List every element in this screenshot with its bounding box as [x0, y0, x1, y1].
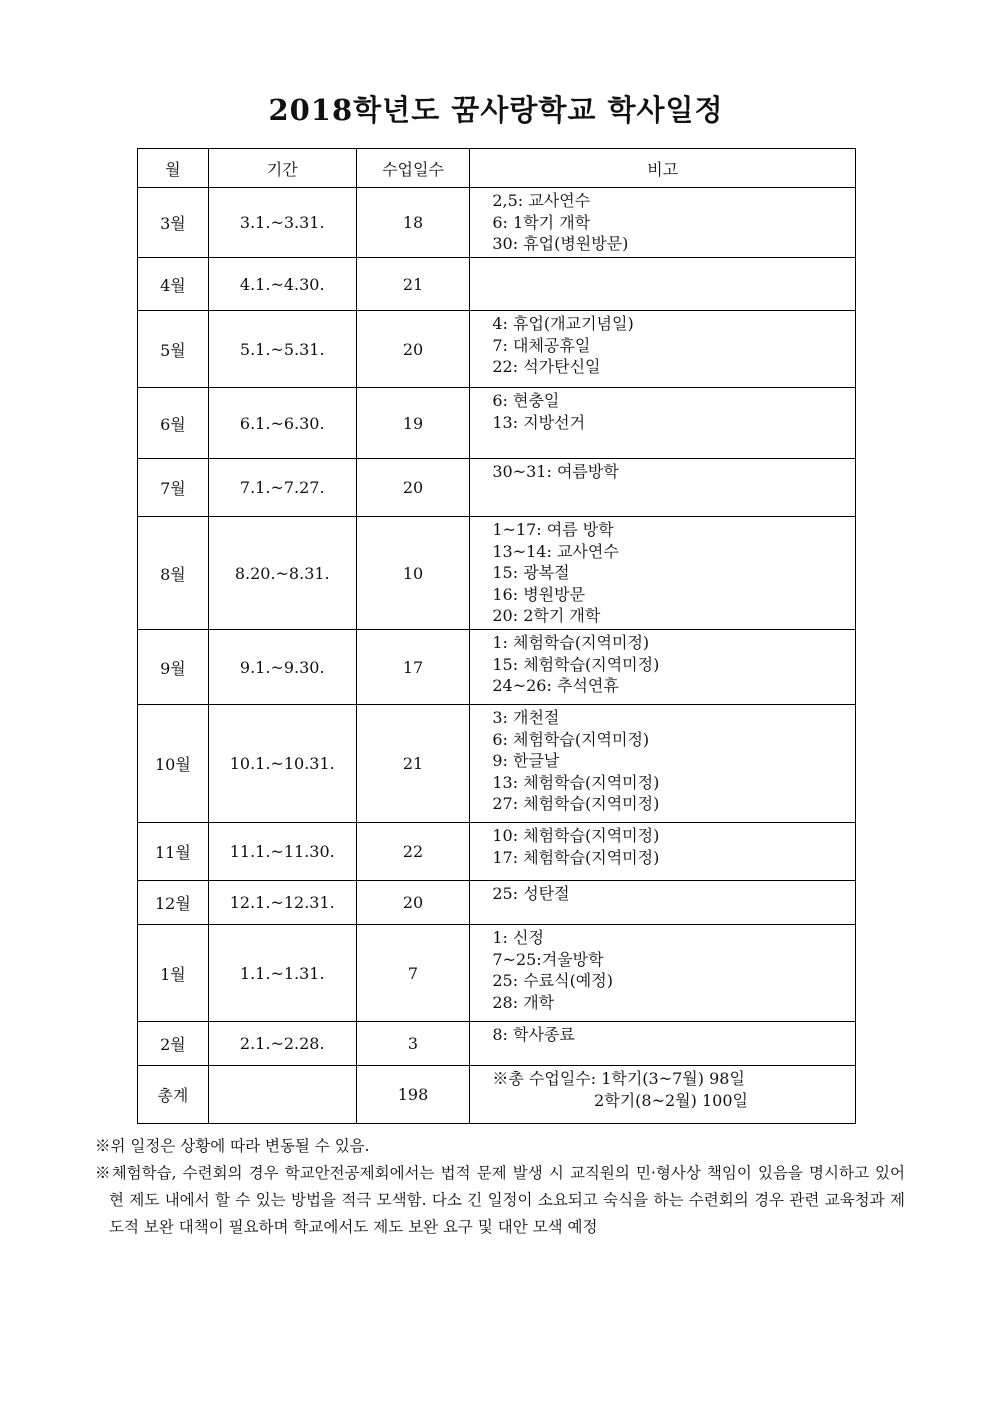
notes-cell	[470, 1022, 856, 1066]
note-line: 3: 개천절	[492, 708, 560, 727]
table-row	[138, 459, 856, 517]
header-days: 수업일수	[356, 149, 470, 188]
month-cell: 11월	[138, 823, 209, 881]
notes-cell	[470, 188, 856, 258]
month-cell: 9월	[138, 630, 209, 705]
notes-cell	[470, 388, 856, 459]
days-cell: 19	[356, 388, 470, 459]
month-cell: 총계	[138, 1066, 209, 1124]
notes-cell	[470, 925, 856, 1022]
days-cell: 7	[356, 925, 470, 1022]
month-cell: 7월	[138, 459, 209, 517]
period-cell: 6.1.~6.30.	[208, 388, 356, 459]
table-header-row	[138, 149, 856, 188]
notes-cell	[470, 517, 856, 630]
note-line: 16: 병원방문	[492, 584, 586, 604]
period-cell: 10.1.~10.31.	[208, 705, 356, 823]
note-line: 1: 신정	[492, 928, 544, 947]
note-line: 6: 체험학습(지역미정)	[492, 729, 650, 749]
period-cell: 7.1.~7.27.	[208, 459, 356, 517]
month-cell: 6월	[138, 388, 209, 459]
note-line: 10: 체험학습(지역미정)	[492, 826, 660, 845]
notes-cell	[470, 311, 856, 388]
days-cell: 17	[356, 630, 470, 705]
table-row	[138, 1066, 856, 1124]
period-cell: 11.1.~11.30.	[208, 823, 356, 881]
note-line: ※총 수업일수: 1학기(3~7월) 98일	[492, 1069, 745, 1088]
header-notes: 비고	[470, 149, 856, 188]
month-cell: 4월	[138, 258, 209, 311]
note-line: 2,5: 교사연수	[492, 191, 591, 210]
table-row	[138, 881, 856, 925]
days-cell: 18	[356, 188, 470, 258]
table-row	[138, 630, 856, 705]
notes-cell	[470, 823, 856, 881]
table-body	[138, 188, 856, 1124]
note-line: 7~25:겨울방학	[492, 949, 604, 969]
days-cell: 21	[356, 705, 470, 823]
month-cell: 8월	[138, 517, 209, 630]
days-cell: 3	[356, 1022, 470, 1066]
table-row	[138, 517, 856, 630]
days-cell: 21	[356, 258, 470, 311]
note-line: 13~14: 교사연수	[492, 541, 619, 561]
period-cell: 5.1.~5.31.	[208, 311, 356, 388]
notes-cell	[470, 705, 856, 823]
footnote: ※체험학습, 수련회의 경우 학교안전공제회에서는 법적 문제 발생 시 교직원의 민·형사상 책임이 있음을 명시하고 있어 현 제도 내에서 할 수 있는 방법을 적극 모색함. 다소 긴 일정이 소요되고 숙식을 하는 수련회의 경우 관련 교육청과 제도적 보완 대책이 필요하며 학교에서도 제도 보완 요구 및 대안 모색 예정	[95, 1164, 905, 1236]
notes-cell	[470, 459, 856, 517]
month-cell: 12월	[138, 881, 209, 925]
note-line: 20: 2학기 개학	[492, 606, 601, 625]
note-line: 2학기(8~2월) 100일	[492, 1090, 748, 1110]
note-line: 28: 개학	[492, 992, 555, 1012]
table-row	[138, 311, 856, 388]
note-line: 27: 체험학습(지역미정)	[492, 794, 660, 813]
days-cell: 20	[356, 881, 470, 925]
note-line: 24~26: 추석연휴	[492, 676, 619, 695]
period-cell	[208, 1066, 356, 1124]
table-row	[138, 388, 856, 459]
days-cell: 22	[356, 823, 470, 881]
table-row	[138, 258, 856, 311]
note-line: 13: 지방선거	[492, 412, 586, 432]
header-period: 기간	[208, 149, 356, 188]
note-line: 22: 석가탄신일	[492, 357, 601, 376]
schedule-table	[137, 148, 856, 1124]
table-row	[138, 823, 856, 881]
notes-cell	[470, 630, 856, 705]
footnotes	[95, 1133, 905, 1241]
note-line: 25: 성탄절	[492, 884, 570, 903]
note-line: 1~17: 여름 방학	[492, 520, 614, 539]
month-cell: 5월	[138, 311, 209, 388]
note-line: 6: 현충일	[492, 391, 560, 410]
header-month: 월	[138, 149, 209, 188]
days-cell: 198	[356, 1066, 470, 1124]
notes-cell	[470, 881, 856, 925]
table-row	[138, 1022, 856, 1066]
note-line: 17: 체험학습(지역미정)	[492, 847, 660, 867]
note-line: 15: 광복절	[492, 563, 570, 582]
note-line: 30~31: 여름방학	[492, 462, 619, 481]
period-cell: 2.1.~2.28.	[208, 1022, 356, 1066]
month-cell: 3월	[138, 188, 209, 258]
period-cell: 4.1.~4.30.	[208, 258, 356, 311]
month-cell: 2월	[138, 1022, 209, 1066]
note-line: 30: 휴업(병원방문)	[492, 234, 629, 253]
notes-cell	[470, 258, 856, 311]
month-cell: 10월	[138, 705, 209, 823]
note-line: 1: 체험학습(지역미정)	[492, 633, 650, 652]
notes-cell	[470, 1066, 856, 1124]
days-cell: 10	[356, 517, 470, 630]
table-row	[138, 188, 856, 258]
period-cell: 8.20.~8.31.	[208, 517, 356, 630]
note-line: 7: 대체공휴일	[492, 335, 591, 355]
period-cell: 3.1.~3.31.	[208, 188, 356, 258]
table-row	[138, 705, 856, 823]
days-cell: 20	[356, 459, 470, 517]
period-cell: 12.1.~12.31.	[208, 881, 356, 925]
month-cell: 1월	[138, 925, 209, 1022]
page-title: 2018학년도 꿈사랑학교 학사일정	[268, 93, 724, 127]
note-line: 9: 한글날	[492, 751, 560, 770]
note-line: 8: 학사종료	[492, 1025, 575, 1044]
note-line: 25: 수료식(예정)	[492, 971, 613, 990]
period-cell: 9.1.~9.30.	[208, 630, 356, 705]
footnote: ※위 일정은 상황에 따라 변동될 수 있음.	[95, 1137, 370, 1155]
note-line: 4: 휴업(개교기념일)	[492, 314, 634, 333]
note-line: 6: 1학기 개학	[492, 212, 591, 232]
days-cell: 20	[356, 311, 470, 388]
period-cell: 1.1.~1.31.	[208, 925, 356, 1022]
table-row	[138, 925, 856, 1022]
note-line: 13: 체험학습(지역미정)	[492, 772, 660, 792]
note-line: 15: 체험학습(지역미정)	[492, 654, 660, 674]
